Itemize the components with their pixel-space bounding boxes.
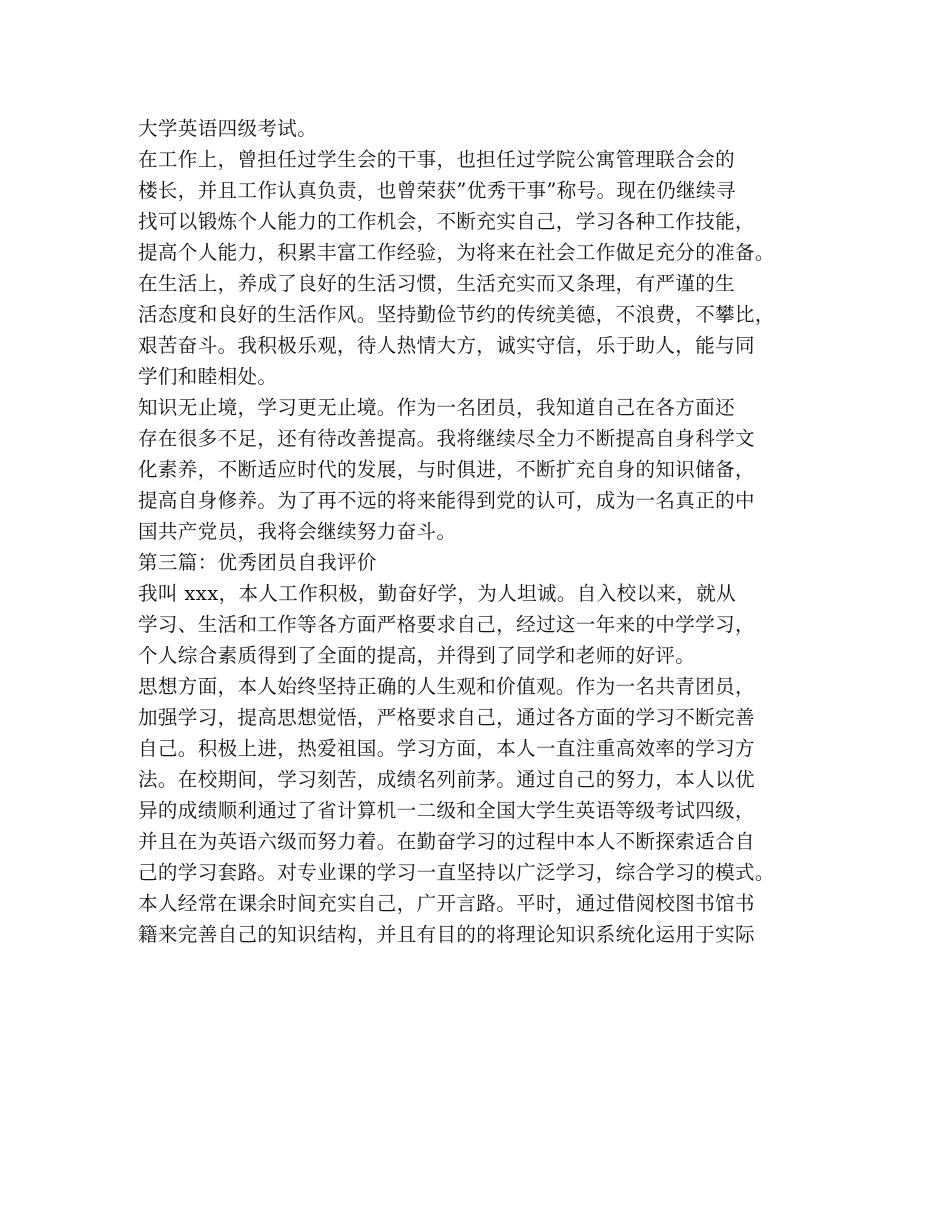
text-line: 楼长，并且工作认真负责，也曾荣获”优秀干事”称号。现在仍继续寻 bbox=[138, 179, 736, 202]
text-line: 法。在校期间，学习刻苦，成绩名列前茅。通过自己的努力，本人以优 bbox=[138, 768, 755, 791]
text-line: 学们和睦相处。 bbox=[138, 365, 278, 388]
text-line: 我叫 xxx，本人工作积极，勤奋好学，为人坦诚。自入校以来，就从 bbox=[138, 582, 736, 605]
text-line: 提高自身修养。为了再不远的将来能得到党的认可，成为一名真正的中 bbox=[138, 489, 755, 512]
text-line: 学习、生活和工作等各方面严格要求自己，经过这一年来的中学学习， bbox=[138, 613, 755, 636]
text-line: 并且在为英语六级而努力着。在勤奋学习的过程中本人不断探索适合自 bbox=[138, 830, 755, 853]
section-heading: 第三篇：优秀团员自我评价 bbox=[138, 551, 377, 574]
text-line: 找可以锻炼个人能力的工作机会，不断充实自己，学习各种工作技能， bbox=[138, 210, 755, 233]
text-line: 己的学习套路。对专业课的学习一直坚持以广泛学习，综合学习的模式。 bbox=[138, 861, 775, 884]
text-line: 异的成绩顺利通过了省计算机一二级和全国大学生英语等级考试四级， bbox=[138, 799, 755, 822]
text-line: 提高个人能力，积累丰富工作经验，为将来在社会工作做足充分的准备。 bbox=[138, 241, 775, 264]
text-line: 艰苦奋斗。我积极乐观，待人热情大方，诚实守信，乐于助人，能与同 bbox=[138, 334, 755, 357]
text-line: 化素养，不断适应时代的发展，与时俱进，不断扩充自身的知识储备， bbox=[138, 458, 755, 481]
text-line: 思想方面，本人始终坚持正确的人生观和价值观。作为一名共青团员， bbox=[138, 675, 755, 698]
text-line: 籍来完善自己的知识结构，并且有目的的将理论知识系统化运用于实际 bbox=[138, 923, 755, 946]
text-line: 加强学习，提高思想觉悟，严格要求自己，通过各方面的学习不断完善 bbox=[138, 706, 755, 729]
text-line: 自己。积极上进，热爱祖国。学习方面，本人一直注重高效率的学习方 bbox=[138, 737, 755, 760]
text-line: 在生活上，养成了良好的生活习惯，生活充实而又条理，有严谨的生 bbox=[138, 272, 736, 295]
document-body bbox=[138, 113, 828, 950]
text-line: 知识无止境，学习更无止境。作为一名团员，我知道自己在各方面还 bbox=[138, 396, 736, 419]
text-line: 活态度和良好的生活作风。坚持勤俭节约的传统美德，不浪费，不攀比， bbox=[138, 303, 775, 326]
text-line: 本人经常在课余时间充实自己，广开言路。平时，通过借阅校图书馆书 bbox=[138, 892, 755, 915]
text-line: 国共产党员，我将会继续努力奋斗。 bbox=[138, 520, 457, 543]
text-line: 大学英语四级考试。 bbox=[138, 117, 318, 140]
text-line: 个人综合素质得到了全面的提高，并得到了同学和老师的好评。 bbox=[138, 644, 696, 667]
text-line: 在工作上，曾担任过学生会的干事，也担任过学院公寓管理联合会的 bbox=[138, 148, 736, 171]
text-line: 存在很多不足，还有待改善提高。我将继续尽全力不断提高自身科学文 bbox=[138, 427, 755, 450]
